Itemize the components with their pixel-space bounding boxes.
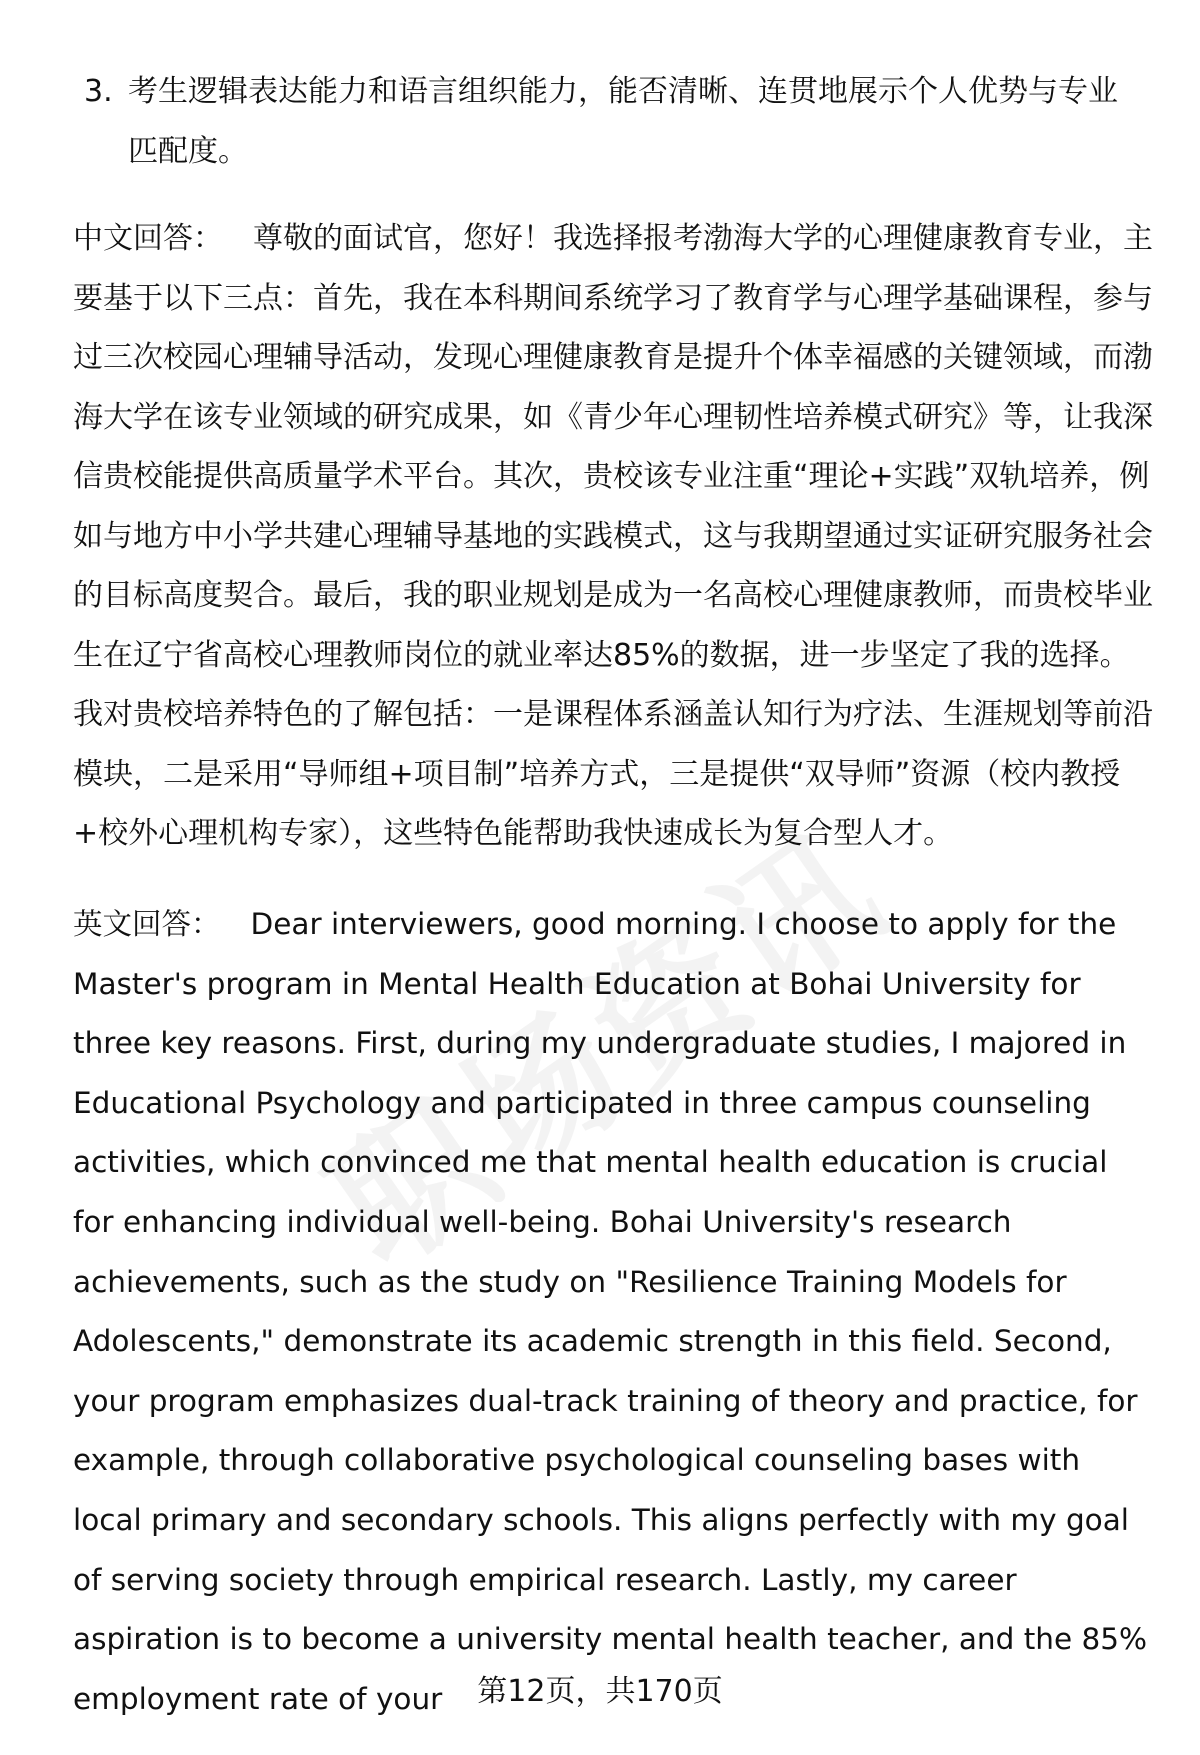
chinese-answer-paragraph <box>73 209 1153 864</box>
page-number: 第12页，共170页 <box>477 1674 723 1709</box>
chinese-answer-label: 中文回答： <box>73 221 223 256</box>
english-answer-paragraph <box>73 895 1153 1729</box>
page-footer <box>0 1672 1200 1712</box>
list-item-text: 考生逻辑表达能力和语言组织能力，能否清晰、连贯地展示个人优势与专业匹配度。 <box>128 74 1118 169</box>
english-answer-text: Dear interviewers, good morning. I choose to apply for the Master's program in Mental Health Education at Bohai University for three key reasons. First, during my undergraduate studies, I majored in Educational Psychology and participated in three campus counseling activities, which convinced me that mental health education is crucial for enhancing individual well-being. Bohai University's research achievements, such as the study on "Resilience Training Models for Adolescents," demonstrate its academic strength in this field. Second, your program emphasizes dual-track training of theory and practice, for example, through collaborative psychological counseling bases with local primary and secondary schools. This aligns perfectly with my goal of serving society through empirical research. Lastly, my career aspiration is to become a university mental health teacher, and the 85% employment rate of your <box>73 907 1148 1716</box>
list-item-number: 3. <box>84 74 113 109</box>
list-item-3 <box>84 62 1144 181</box>
english-answer-label: 英文回答： <box>73 907 221 941</box>
chinese-answer-text: 尊敬的面试官，您好！我选择报考渤海大学的心理健康教育专业，主要基于以下三点：首先，我在本科期间系统学习了教育学与心理学基础课程，参与过三次校园心理辅导活动，发现心理健康教育是提升个体幸福感的关键领域，而渤海大学在该专业领域的研究成果，如《青少年心理韧性培养模式研究》等，让我深信贵校能提供高质量学术平台。其次，贵校该专业注重“理论+实践”双轨培养，例如与地方中小学共建心理辅导基地的实践模式，这与我期望通过实证研究服务社会的目标高度契合。最后，我的职业规划是成为一名高校心理健康教师，而贵校毕业生在辽宁省高校心理教师岗位的就业率达85%的数据，进一步坚定了我的选择。我对贵校培养特色的了解包括：一是课程体系涵盖认知行为疗法、生涯规划等前沿模块，二是采用“导师组+项目制”培养方式，三是提供“双导师”资源（校内教授+校外心理机构专家），这些特色能帮助我快速成长为复合型人才。 <box>73 221 1153 851</box>
